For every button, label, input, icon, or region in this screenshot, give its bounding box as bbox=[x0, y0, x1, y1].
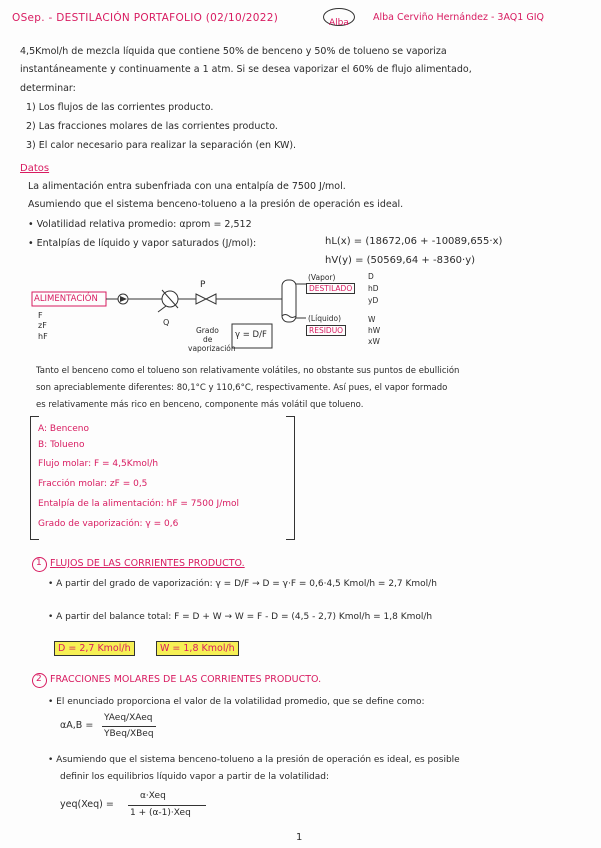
enthalpy-bullet: • Entalpías de líquido y vapor saturados (J/mol): bbox=[28, 238, 257, 249]
datos-line: La alimentación entra subenfriada con una entalpía de 7500 J/mol. bbox=[28, 181, 346, 192]
vapor-variable: yD bbox=[368, 296, 379, 305]
result-w-highlight: W = 1,8 Kmol/h bbox=[156, 641, 239, 656]
section1-number: 1 bbox=[36, 558, 42, 568]
grado-label: Grado bbox=[196, 326, 219, 335]
pressure-label: P bbox=[200, 280, 206, 290]
page-title: OSep. - DESTILACIÓN PORTAFOLIO (02/10/2022) bbox=[12, 12, 279, 24]
liquid-label: (Líquido) bbox=[308, 314, 342, 323]
yeq-lhs: yeq(Xeq) = bbox=[60, 799, 114, 810]
liquid-enthalpy-equation: hL(x) = (18672,06 + -10089,655·x) bbox=[325, 236, 503, 247]
section2-number: 2 bbox=[36, 674, 42, 684]
flash-process-diagram bbox=[0, 268, 601, 358]
vapor-enthalpy-equation: hV(y) = (50569,64 + -8360·y) bbox=[325, 255, 476, 266]
yeq-denominator: 1 + (α-1)·Xeq bbox=[130, 808, 191, 818]
paragraph-line: son apreciablemente diferentes: 80,1°C y 110,6°C, respectivamente. Así pues, el vapor formado bbox=[36, 383, 448, 393]
author-badge bbox=[323, 8, 355, 26]
summary-item: B: Tolueno bbox=[38, 440, 85, 450]
destilado-label: DESTILADO bbox=[306, 283, 355, 294]
question-item: 2) Las fracciones molares de las corrientes producto. bbox=[26, 121, 278, 132]
vapor-variable: hD bbox=[368, 284, 379, 293]
feed-variable: F bbox=[38, 311, 43, 320]
statement-line: determinar: bbox=[20, 83, 76, 94]
author-name: Alba Cerviño Hernández - 3AQ1 GIQ bbox=[373, 12, 544, 23]
feed-label: ALIMENTACIÓN bbox=[34, 294, 98, 304]
alpha-fraction-bar bbox=[102, 726, 156, 727]
datos-heading: Datos bbox=[20, 163, 50, 174]
section1-line: • A partir del grado de vaporización: γ = D/F → D = γ·F = 0,6·4,5 Kmol/h = 2,7 Kmol/h bbox=[48, 579, 437, 589]
section2-line: • El enunciado proporciona el valor de la volatilidad promedio, que se define como: bbox=[48, 697, 425, 707]
summary-item: Entalpía de la alimentación: hF = 7500 J/mol bbox=[38, 499, 240, 509]
liquid-variable: xW bbox=[368, 337, 380, 346]
feed-variable: hF bbox=[38, 332, 48, 341]
grado-label: de bbox=[203, 335, 213, 344]
yeq-numerator: α·Xeq bbox=[140, 791, 166, 801]
statement-line: instantáneamente y continuamente a 1 atm. Si se desea vaporizar el 60% de flujo alimentado, bbox=[20, 64, 472, 75]
valve-icon bbox=[196, 294, 206, 304]
summary-item: Fracción molar: zF = 0,5 bbox=[38, 479, 148, 489]
vapor-variable: D bbox=[368, 272, 374, 281]
paragraph-line: es relativamente más rico en benceno, componente más volátil que tolueno. bbox=[36, 400, 364, 410]
liquid-variable: W bbox=[368, 315, 376, 324]
result-d-highlight: D = 2,7 Kmol/h bbox=[54, 641, 135, 656]
summary-item: Grado de vaporización: γ = 0,6 bbox=[38, 519, 179, 529]
yeq-fraction-bar bbox=[128, 805, 206, 806]
summary-item: A: Benceno bbox=[38, 424, 90, 434]
section1-title: FLUJOS DE LAS CORRIENTES PRODUCTO. bbox=[50, 558, 245, 569]
section2-title: FRACCIONES MOLARES DE LAS CORRIENTES PRODUCTO. bbox=[50, 674, 322, 685]
alpha-lhs: αA,B = bbox=[60, 720, 94, 731]
statement-line: 4,5Kmol/h de mezcla líquida que contiene 50% de benceno y 50% de tolueno se vaporiza bbox=[20, 46, 447, 57]
paragraph-line: Tanto el benceno como el tolueno son relativamente volátiles, no obstante sus puntos de ebullición bbox=[36, 366, 460, 376]
heat-label: Q bbox=[163, 318, 170, 327]
section1-number-circle bbox=[32, 557, 47, 572]
section2-number-circle bbox=[32, 673, 47, 688]
page-number: 1 bbox=[296, 832, 303, 843]
section2-line: • Asumiendo que el sistema benceno-tolueno a la presión de operación es ideal, es posible bbox=[48, 755, 460, 765]
datos-line: Asumiendo que el sistema benceno-tolueno a la presión de operación es ideal. bbox=[28, 199, 404, 210]
alpha-numerator: YAeq/XAeq bbox=[104, 713, 153, 723]
feed-variable: zF bbox=[38, 321, 47, 330]
summary-item: Flujo molar: F = 4,5Kmol/h bbox=[38, 459, 159, 469]
residuo-label: RESIDUO bbox=[306, 325, 346, 336]
volatility-bullet: • Volatilidad relativa promedio: αprom = 2,512 bbox=[28, 219, 252, 230]
liquid-variable: hW bbox=[368, 326, 381, 335]
vapor-label: (Vapor) bbox=[308, 273, 336, 282]
gamma-definition: γ = D/F bbox=[235, 330, 267, 340]
alpha-denominator: YBeq/XBeq bbox=[104, 729, 154, 739]
section2-line: definir los equilibrios líquido vapor a partir de la volatilidad: bbox=[60, 772, 330, 782]
section1-line: • A partir del balance total: F = D + W → W = F - D = (4,5 - 2,7) Kmol/h = 1,8 Kmol/h bbox=[48, 612, 433, 622]
question-item: 1) Los flujos de las corrientes producto. bbox=[26, 102, 214, 113]
author-badge-label: Alba bbox=[329, 18, 349, 28]
question-item: 3) El calor necesario para realizar la separación (en KW). bbox=[26, 140, 297, 151]
summary-bracket-right bbox=[286, 416, 295, 540]
grado-label: vaporización bbox=[188, 344, 236, 353]
